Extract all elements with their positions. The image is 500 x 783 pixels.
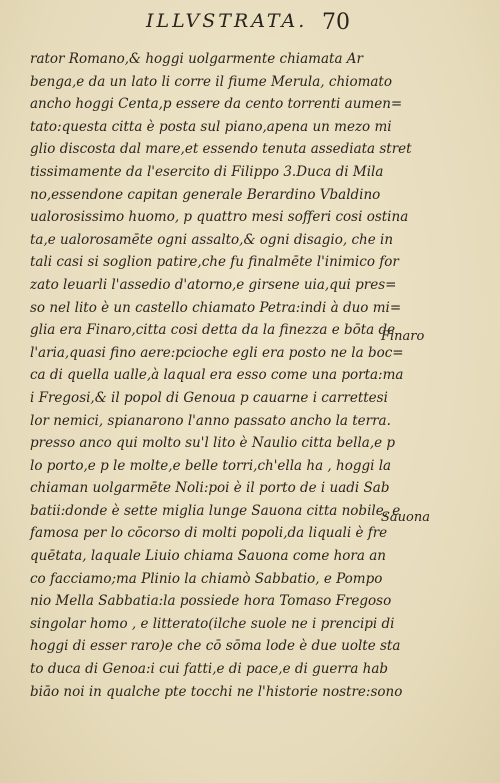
text-line: lor nemici, spianarono l'anno passato ancho la terra. <box>30 412 391 429</box>
text-line: hoggi di esser raro)e che cō sōma lode è due uolte sta <box>30 638 401 655</box>
text-line: batii:donde è sette miglia lunge Sauona citta nobile, e <box>30 502 401 519</box>
margin-note-sauona: Sauona <box>381 510 430 525</box>
text-line: presso anco qui molto su'l lito è Naulio citta bella,e p <box>30 435 396 452</box>
running-head: ILLVSTRATA. <box>146 10 308 32</box>
text-line: ualorosissimo huomo, p quattro mesi sofferi cosi ostina <box>30 209 409 226</box>
text-line: i Fregosi,& il popol di Genoua p cauarne i carrettesi <box>30 389 388 406</box>
text-line: benga,e da un lato li corre il fiume Merula, chiomato <box>30 73 392 90</box>
text-line: rator Romano,& hoggi uolgarmente chiamata Ar <box>30 51 363 67</box>
text-line: biāo noi in qualche pte tocchi ne l'historie nostre:sono <box>30 683 403 700</box>
page-header <box>0 10 500 40</box>
text-line: nio Mella Sabbatia:la possiede hora Tomaso Fregoso <box>30 593 392 610</box>
text-line: no,essendone capitan generale Berardino Vbaldino <box>30 186 381 203</box>
text-line: tissimamente da l'esercito di Filippo 3.Duca di Mila <box>30 163 384 180</box>
text-line: zato leuarli l'assedio d'atorno,e girsene uia,qui pres= <box>30 276 397 293</box>
text-line: ca di quella ualle,à laqual era esso come una porta:ma <box>30 367 404 384</box>
text-line: to duca di Genoa:i cui fatti,e di pace,e di guerra hab <box>30 661 389 678</box>
text-line: quētata, laquale Liuio chiama Sauona come hora an <box>30 548 386 565</box>
text-line: ancho hoggi Centa,p essere da cento torrenti aumen= <box>30 96 403 113</box>
page-number: 70 <box>322 10 350 35</box>
text-line: chiaman uolgarmēte Noli:poi è il porto de i uadi Sab <box>30 480 390 497</box>
margin-note-finaro: Finaro <box>381 329 425 344</box>
text-line: singolar homo , e litterato(ilche suole ne i prencipi di <box>30 615 395 632</box>
text-line: famosa per lo cōcorso di molti popoli,da liquali è fre <box>30 525 388 542</box>
text-line: tali casi si soglion patire,che fu finalmēte l'inimico for <box>30 254 399 271</box>
text-line: ta,e ualorosamēte ogni assalto,& ogni disagio, che in <box>30 231 394 248</box>
text-line: so nel lito è un castello chiamato Petra:indi à duo mi= <box>30 299 402 316</box>
body-text <box>30 48 412 703</box>
text-line: tato:questa citta è posta sul piano,apena un mezo mi <box>30 118 392 135</box>
text-line: lo porto,e p le molte,e belle torri,ch'ella ha , hoggi la <box>30 457 392 474</box>
text-line: co facciamo;ma Plinio la chiamò Sabbatio, e Pompo <box>30 570 383 587</box>
text-line: l'aria,quasi fino aere:pcioche egli era posto ne la boc= <box>30 344 404 361</box>
text-line: glia era Finaro,citta cosi detta da la finezza e bōta de <box>30 322 396 339</box>
text-line: glio discosta dal mare,et essendo tenuta assediata stret <box>30 141 412 158</box>
